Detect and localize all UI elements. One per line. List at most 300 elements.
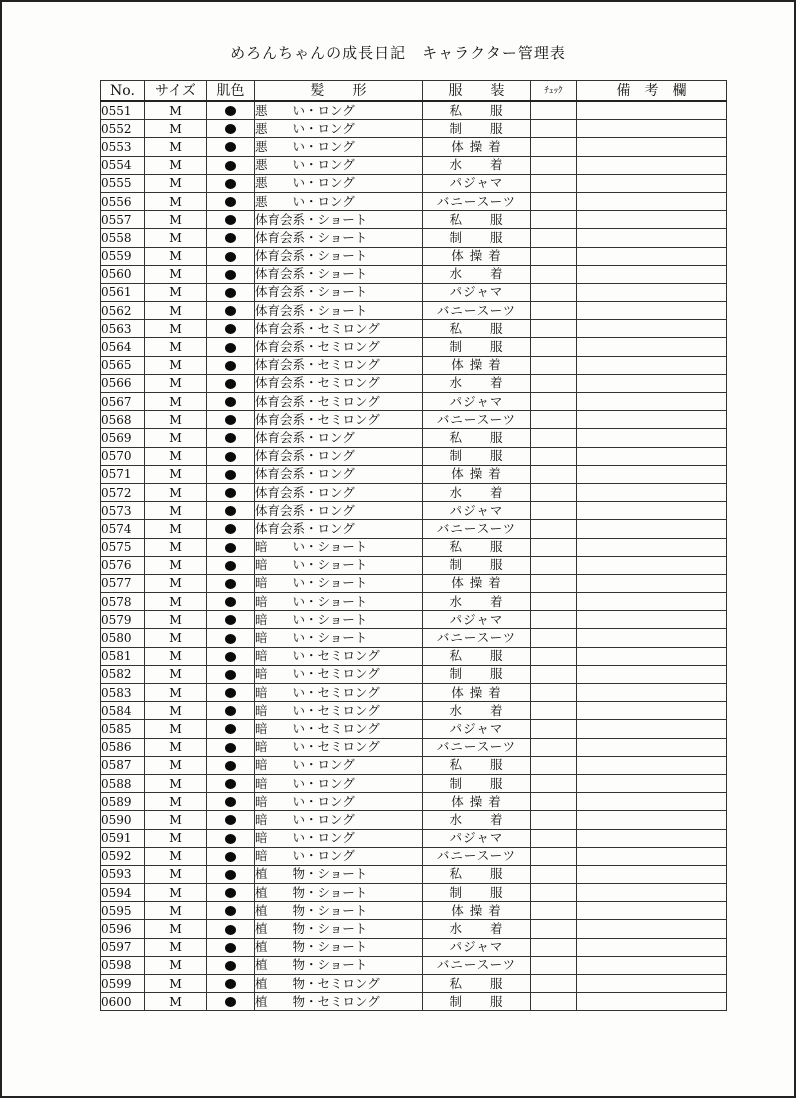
cell-size: M	[145, 101, 207, 120]
cell-notes	[577, 247, 727, 265]
skin-color-black-circle-icon	[225, 652, 236, 662]
cell-check	[531, 756, 577, 774]
cell-check	[531, 793, 577, 811]
cell-no: 0562	[101, 302, 145, 320]
cell-skin	[207, 811, 255, 829]
cell-check	[531, 738, 577, 756]
cell-outfit: バニースーツ	[423, 738, 531, 756]
cell-notes	[577, 884, 727, 902]
cell-size: M	[145, 738, 207, 756]
cell-notes	[577, 374, 727, 392]
cell-size: M	[145, 684, 207, 702]
cell-size: M	[145, 938, 207, 956]
cell-no: 0591	[101, 829, 145, 847]
cell-size: M	[145, 229, 207, 247]
cell-size: M	[145, 192, 207, 210]
cell-check	[531, 702, 577, 720]
cell-hair: 植 物・ショート	[255, 865, 423, 883]
skin-color-black-circle-icon	[225, 306, 236, 316]
cell-no: 0564	[101, 338, 145, 356]
cell-no: 0574	[101, 520, 145, 538]
cell-notes	[577, 174, 727, 192]
cell-size: M	[145, 956, 207, 974]
cell-size: M	[145, 393, 207, 411]
cell-no: 0567	[101, 393, 145, 411]
cell-notes	[577, 302, 727, 320]
table-row	[101, 847, 727, 865]
cell-hair: 暗 い・セミロング	[255, 702, 423, 720]
cell-notes	[577, 338, 727, 356]
cell-size: M	[145, 665, 207, 683]
table-row	[101, 611, 727, 629]
cell-hair: 体育会系・ロング	[255, 429, 423, 447]
cell-outfit: バニースーツ	[423, 847, 531, 865]
cell-skin	[207, 993, 255, 1011]
cell-skin	[207, 265, 255, 283]
skin-color-black-circle-icon	[225, 925, 236, 935]
cell-skin	[207, 847, 255, 865]
cell-check	[531, 993, 577, 1011]
cell-notes	[577, 665, 727, 683]
cell-skin	[207, 229, 255, 247]
table-row	[101, 720, 727, 738]
cell-skin	[207, 120, 255, 138]
table-header-row	[101, 81, 727, 102]
cell-check	[531, 902, 577, 920]
cell-check	[531, 247, 577, 265]
cell-size: M	[145, 138, 207, 156]
cell-notes	[577, 829, 727, 847]
cell-size: M	[145, 265, 207, 283]
cell-outfit: バニースーツ	[423, 411, 531, 429]
cell-no: 0572	[101, 483, 145, 501]
table-row	[101, 447, 727, 465]
cell-outfit: 体 操 着	[423, 793, 531, 811]
cell-notes	[577, 847, 727, 865]
cell-check	[531, 884, 577, 902]
cell-outfit: 制 服	[423, 993, 531, 1011]
header-size: サイズ	[145, 81, 207, 102]
cell-skin	[207, 611, 255, 629]
skin-color-black-circle-icon	[225, 888, 236, 898]
cell-hair: 体育会系・ロング	[255, 465, 423, 483]
cell-hair: 暗 い・ショート	[255, 538, 423, 556]
cell-outfit: 水 着	[423, 374, 531, 392]
table-row	[101, 192, 727, 210]
cell-size: M	[145, 574, 207, 592]
cell-skin	[207, 975, 255, 993]
table-row	[101, 956, 727, 974]
cell-skin	[207, 356, 255, 374]
table-row	[101, 556, 727, 574]
cell-check	[531, 920, 577, 938]
skin-color-black-circle-icon	[225, 324, 236, 334]
cell-size: M	[145, 865, 207, 883]
cell-outfit: バニースーツ	[423, 192, 531, 210]
cell-hair: 暗 い・セミロング	[255, 684, 423, 702]
cell-no: 0590	[101, 811, 145, 829]
cell-skin	[207, 429, 255, 447]
cell-notes	[577, 956, 727, 974]
skin-color-black-circle-icon	[225, 597, 236, 607]
cell-notes	[577, 684, 727, 702]
table-row	[101, 156, 727, 174]
cell-skin	[207, 829, 255, 847]
cell-outfit: 水 着	[423, 702, 531, 720]
cell-no: 0578	[101, 593, 145, 611]
cell-outfit: 私 服	[423, 756, 531, 774]
table-row	[101, 302, 727, 320]
cell-skin	[207, 647, 255, 665]
cell-skin	[207, 283, 255, 301]
cell-check	[531, 265, 577, 283]
cell-hair: 植 物・ショート	[255, 956, 423, 974]
cell-size: M	[145, 302, 207, 320]
table-row	[101, 738, 727, 756]
cell-notes	[577, 593, 727, 611]
cell-size: M	[145, 793, 207, 811]
cell-no: 0588	[101, 774, 145, 792]
cell-outfit: 体 操 着	[423, 465, 531, 483]
cell-size: M	[145, 702, 207, 720]
header-check: ﾁｪｯｸ	[531, 81, 577, 102]
cell-notes	[577, 774, 727, 792]
cell-skin	[207, 774, 255, 792]
cell-no: 0559	[101, 247, 145, 265]
cell-hair: 植 物・ショート	[255, 902, 423, 920]
skin-color-black-circle-icon	[225, 761, 236, 771]
skin-color-black-circle-icon	[225, 906, 236, 916]
cell-skin	[207, 574, 255, 592]
cell-no: 0599	[101, 975, 145, 993]
cell-size: M	[145, 374, 207, 392]
cell-hair: 悪 い・ロング	[255, 192, 423, 210]
cell-check	[531, 520, 577, 538]
cell-skin	[207, 902, 255, 920]
cell-check	[531, 320, 577, 338]
table-row	[101, 502, 727, 520]
cell-check	[531, 720, 577, 738]
table-row	[101, 684, 727, 702]
cell-outfit: 制 服	[423, 774, 531, 792]
cell-notes	[577, 502, 727, 520]
cell-check	[531, 847, 577, 865]
cell-outfit: パジャマ	[423, 938, 531, 956]
table-row	[101, 593, 727, 611]
skin-color-black-circle-icon	[225, 215, 236, 225]
cell-hair: 体育会系・ロング	[255, 483, 423, 501]
cell-hair: 暗 い・ショート	[255, 611, 423, 629]
cell-skin	[207, 556, 255, 574]
cell-size: M	[145, 520, 207, 538]
cell-outfit: 私 服	[423, 538, 531, 556]
cell-no: 0571	[101, 465, 145, 483]
cell-skin	[207, 593, 255, 611]
cell-notes	[577, 629, 727, 647]
cell-skin	[207, 156, 255, 174]
cell-size: M	[145, 502, 207, 520]
skin-color-black-circle-icon	[225, 961, 236, 971]
cell-notes	[577, 138, 727, 156]
skin-color-black-circle-icon	[225, 142, 236, 152]
cell-notes	[577, 411, 727, 429]
table-row	[101, 229, 727, 247]
cell-hair: 暗 い・ロング	[255, 793, 423, 811]
cell-no: 0553	[101, 138, 145, 156]
cell-hair: 体育会系・セミロング	[255, 374, 423, 392]
table-row	[101, 465, 727, 483]
cell-no: 0563	[101, 320, 145, 338]
cell-hair: 暗 い・ショート	[255, 556, 423, 574]
cell-hair: 暗 い・ショート	[255, 574, 423, 592]
cell-check	[531, 574, 577, 592]
cell-size: M	[145, 611, 207, 629]
skin-color-black-circle-icon	[225, 252, 236, 262]
cell-skin	[207, 756, 255, 774]
cell-no: 0556	[101, 192, 145, 210]
cell-size: M	[145, 647, 207, 665]
cell-check	[531, 665, 577, 683]
skin-color-black-circle-icon	[225, 524, 236, 534]
cell-notes	[577, 702, 727, 720]
cell-hair: 暗 い・セミロング	[255, 647, 423, 665]
cell-skin	[207, 101, 255, 120]
cell-check	[531, 956, 577, 974]
cell-outfit: パジャマ	[423, 829, 531, 847]
cell-outfit: 体 操 着	[423, 902, 531, 920]
cell-notes	[577, 229, 727, 247]
cell-notes	[577, 465, 727, 483]
cell-skin	[207, 138, 255, 156]
header-outfit: 服 装	[423, 81, 531, 102]
skin-color-black-circle-icon	[225, 852, 236, 862]
cell-size: M	[145, 247, 207, 265]
header-notes: 備 考 欄	[577, 81, 727, 102]
cell-notes	[577, 101, 727, 120]
cell-size: M	[145, 920, 207, 938]
cell-no: 0593	[101, 865, 145, 883]
cell-check	[531, 975, 577, 993]
cell-no: 0583	[101, 684, 145, 702]
table-row	[101, 975, 727, 993]
cell-outfit: パジャマ	[423, 720, 531, 738]
cell-no: 0579	[101, 611, 145, 629]
skin-color-black-circle-icon	[225, 943, 236, 953]
cell-skin	[207, 320, 255, 338]
table-row	[101, 811, 727, 829]
cell-no: 0560	[101, 265, 145, 283]
skin-color-black-circle-icon	[225, 834, 236, 844]
cell-size: M	[145, 120, 207, 138]
cell-check	[531, 593, 577, 611]
cell-no: 0597	[101, 938, 145, 956]
cell-no: 0555	[101, 174, 145, 192]
cell-outfit: バニースーツ	[423, 956, 531, 974]
cell-size: M	[145, 156, 207, 174]
skin-color-black-circle-icon	[225, 670, 236, 680]
cell-notes	[577, 902, 727, 920]
cell-no: 0554	[101, 156, 145, 174]
cell-size: M	[145, 356, 207, 374]
cell-size: M	[145, 756, 207, 774]
cell-check	[531, 465, 577, 483]
cell-skin	[207, 956, 255, 974]
cell-check	[531, 174, 577, 192]
cell-no: 0582	[101, 665, 145, 683]
cell-check	[531, 101, 577, 120]
header-no: No.	[101, 81, 145, 102]
cell-skin	[207, 302, 255, 320]
skin-color-black-circle-icon	[225, 233, 236, 243]
cell-skin	[207, 465, 255, 483]
cell-no: 0568	[101, 411, 145, 429]
cell-notes	[577, 483, 727, 501]
cell-outfit: パジャマ	[423, 502, 531, 520]
cell-outfit: 体 操 着	[423, 138, 531, 156]
skin-color-black-circle-icon	[225, 343, 236, 353]
table-row	[101, 884, 727, 902]
cell-notes	[577, 447, 727, 465]
cell-notes	[577, 520, 727, 538]
cell-check	[531, 684, 577, 702]
cell-hair: 植 物・ショート	[255, 884, 423, 902]
cell-check	[531, 556, 577, 574]
cell-skin	[207, 483, 255, 501]
skin-color-black-circle-icon	[225, 724, 236, 734]
cell-hair: 体育会系・ロング	[255, 447, 423, 465]
cell-hair: 体育会系・ショート	[255, 229, 423, 247]
skin-color-black-circle-icon	[225, 579, 236, 589]
skin-color-black-circle-icon	[225, 506, 236, 516]
cell-hair: 体育会系・ショート	[255, 265, 423, 283]
cell-hair: 悪 い・ロング	[255, 101, 423, 120]
cell-outfit: 体 操 着	[423, 247, 531, 265]
cell-notes	[577, 538, 727, 556]
skin-color-black-circle-icon	[225, 106, 236, 116]
cell-skin	[207, 211, 255, 229]
cell-hair: 体育会系・ショート	[255, 283, 423, 301]
cell-notes	[577, 720, 727, 738]
table-row	[101, 483, 727, 501]
cell-hair: 体育会系・ロング	[255, 502, 423, 520]
skin-color-black-circle-icon	[225, 397, 236, 407]
table-row	[101, 829, 727, 847]
cell-hair: 悪 い・ロング	[255, 138, 423, 156]
cell-size: M	[145, 465, 207, 483]
cell-check	[531, 829, 577, 847]
skin-color-black-circle-icon	[225, 161, 236, 171]
cell-no: 0596	[101, 920, 145, 938]
cell-hair: 植 物・セミロング	[255, 975, 423, 993]
skin-color-black-circle-icon	[225, 797, 236, 807]
cell-hair: 体育会系・ショート	[255, 211, 423, 229]
cell-notes	[577, 429, 727, 447]
cell-skin	[207, 174, 255, 192]
cell-outfit: 水 着	[423, 811, 531, 829]
cell-skin	[207, 247, 255, 265]
cell-size: M	[145, 429, 207, 447]
cell-no: 0600	[101, 993, 145, 1011]
header-skin: 肌色	[207, 81, 255, 102]
table-row	[101, 120, 727, 138]
character-table	[100, 80, 727, 1011]
table-row	[101, 429, 727, 447]
cell-outfit: 制 服	[423, 229, 531, 247]
cell-outfit: 水 着	[423, 265, 531, 283]
cell-size: M	[145, 847, 207, 865]
skin-color-black-circle-icon	[225, 870, 236, 880]
cell-no: 0557	[101, 211, 145, 229]
skin-color-black-circle-icon	[225, 615, 236, 625]
cell-no: 0552	[101, 120, 145, 138]
cell-hair: 悪 い・ロング	[255, 174, 423, 192]
cell-size: M	[145, 447, 207, 465]
cell-size: M	[145, 483, 207, 501]
cell-hair: 体育会系・セミロング	[255, 356, 423, 374]
cell-hair: 暗 い・ロング	[255, 811, 423, 829]
skin-color-black-circle-icon	[225, 688, 236, 698]
cell-check	[531, 629, 577, 647]
skin-color-black-circle-icon	[225, 379, 236, 389]
cell-hair: 体育会系・ロング	[255, 520, 423, 538]
cell-no: 0558	[101, 229, 145, 247]
cell-check	[531, 483, 577, 501]
cell-hair: 暗 い・ロング	[255, 774, 423, 792]
skin-color-black-circle-icon	[225, 415, 236, 425]
cell-outfit: 私 服	[423, 975, 531, 993]
cell-hair: 悪 い・ロング	[255, 156, 423, 174]
cell-hair: 暗 い・セミロング	[255, 720, 423, 738]
cell-hair: 悪 い・ロング	[255, 120, 423, 138]
cell-hair: 植 物・ショート	[255, 938, 423, 956]
cell-skin	[207, 447, 255, 465]
table-row	[101, 338, 727, 356]
cell-outfit: 私 服	[423, 647, 531, 665]
skin-color-black-circle-icon	[225, 634, 236, 644]
cell-notes	[577, 356, 727, 374]
cell-no: 0581	[101, 647, 145, 665]
cell-no: 0575	[101, 538, 145, 556]
table-row	[101, 374, 727, 392]
cell-no: 0584	[101, 702, 145, 720]
skin-color-black-circle-icon	[225, 779, 236, 789]
cell-outfit: パジャマ	[423, 174, 531, 192]
cell-check	[531, 938, 577, 956]
skin-color-black-circle-icon	[225, 452, 236, 462]
cell-skin	[207, 338, 255, 356]
cell-no: 0586	[101, 738, 145, 756]
skin-color-black-circle-icon	[225, 979, 236, 989]
cell-notes	[577, 738, 727, 756]
skin-color-black-circle-icon	[225, 743, 236, 753]
cell-notes	[577, 393, 727, 411]
cell-hair: 体育会系・セミロング	[255, 320, 423, 338]
table-body	[101, 101, 727, 1011]
cell-notes	[577, 993, 727, 1011]
cell-notes	[577, 811, 727, 829]
cell-no: 0573	[101, 502, 145, 520]
skin-color-black-circle-icon	[225, 197, 236, 207]
cell-hair: 暗 い・セミロング	[255, 665, 423, 683]
cell-no: 0580	[101, 629, 145, 647]
cell-outfit: 水 着	[423, 156, 531, 174]
cell-hair: 暗 い・ロング	[255, 756, 423, 774]
table-row	[101, 665, 727, 683]
cell-no: 0551	[101, 101, 145, 120]
cell-no: 0565	[101, 356, 145, 374]
table-row	[101, 174, 727, 192]
table-row	[101, 629, 727, 647]
